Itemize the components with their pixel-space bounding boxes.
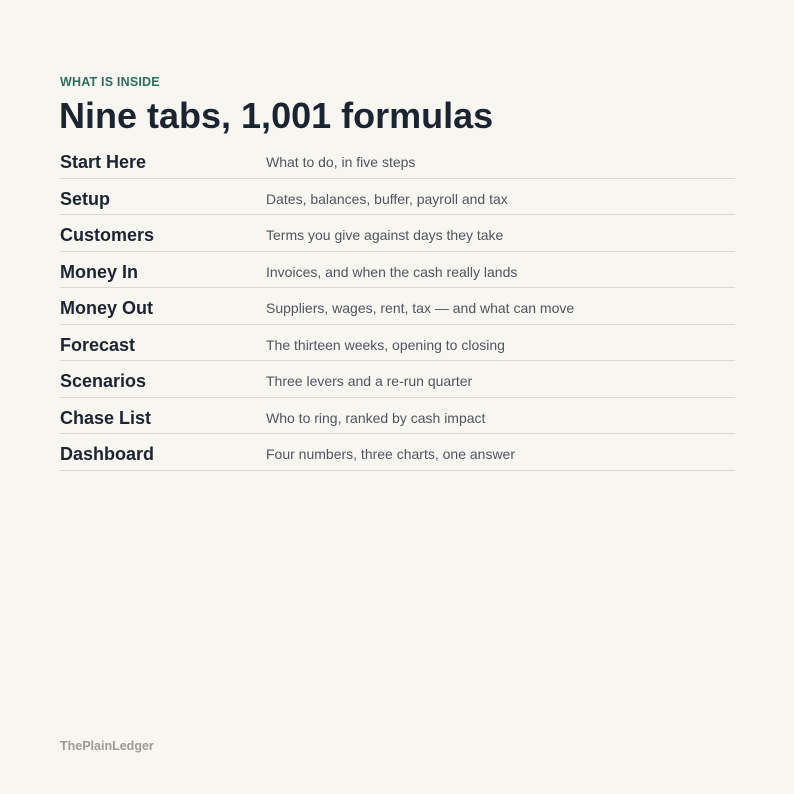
brand-footer: ThePlainLedger: [60, 739, 154, 753]
tab-name: Scenarios: [60, 371, 147, 391]
tab-row-chase-list: [60, 398, 735, 435]
tab-name: Customers: [60, 225, 155, 245]
tab-row-forecast: [60, 325, 735, 362]
tab-description: Terms you give against days they take: [266, 227, 504, 243]
tab-description: Invoices, and when the cash really lands: [266, 263, 518, 280]
tab-name: Chase List: [60, 407, 152, 428]
tab-description: Four numbers, three charts, one answer: [266, 446, 516, 462]
tab-description: What to do, in five steps: [266, 154, 416, 170]
tab-list: [60, 142, 735, 471]
page-title: Nine tabs, 1,001 formulas: [59, 95, 494, 136]
section-eyebrow: WHAT IS INSIDE: [60, 75, 160, 89]
tab-description: Suppliers, wages, rent, tax — and what can move: [266, 300, 575, 316]
tab-name: Money Out: [60, 298, 153, 318]
tab-description: The thirteen weeks, opening to closing: [266, 336, 505, 353]
tab-row-customers: [60, 215, 735, 252]
tab-description: Who to ring, ranked by cash impact: [266, 409, 486, 426]
tab-row-money-in: [60, 252, 735, 289]
tab-row-setup: [60, 179, 735, 216]
tab-row-money-out: [60, 288, 735, 325]
tab-name: Forecast: [60, 334, 136, 355]
tab-name: Start Here: [60, 152, 147, 172]
tab-description: Dates, balances, buffer, payroll and tax: [266, 190, 508, 207]
tab-name: Dashboard: [60, 444, 155, 464]
tab-row-start-here: [60, 142, 735, 179]
tab-description: Three levers and a re-run quarter: [266, 373, 473, 389]
tab-row-scenarios: [60, 361, 735, 398]
tab-row-dashboard: [60, 434, 735, 471]
tab-name: Money In: [60, 261, 139, 282]
tab-name: Setup: [60, 188, 111, 209]
